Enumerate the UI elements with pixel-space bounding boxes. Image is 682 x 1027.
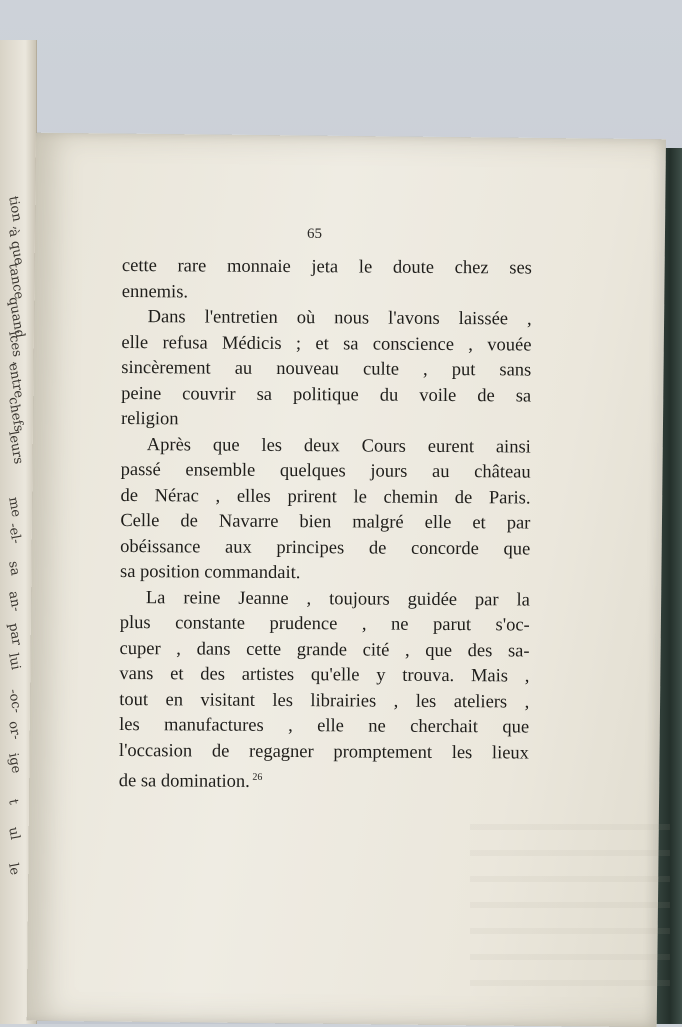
text-line: elle refusa Médicis ; et sa conscience , vouée xyxy=(121,332,532,356)
left-page-fragment: ul xyxy=(5,826,23,841)
left-page-fragment: par xyxy=(5,622,24,647)
text-line: Dans l'entretien où nous l'avons laissée , xyxy=(147,307,532,330)
left-page-fragment: or- xyxy=(5,720,24,741)
paragraph xyxy=(120,432,531,588)
text-line: cette rare monnaie jeta le doute chez ses xyxy=(121,255,532,279)
page-body-text xyxy=(119,254,532,797)
left-page-fragment: t xyxy=(5,798,21,806)
text-line: ennemis. xyxy=(121,281,189,302)
text-line: cuper , dans cette grande cité , que des sa- xyxy=(119,638,530,661)
page-number: 65 xyxy=(307,226,322,242)
text-line: les manufactures , elle ne cherchait que xyxy=(119,714,530,738)
left-page-fragment: ices , xyxy=(5,330,26,367)
left-page-fragment: entre xyxy=(5,362,27,400)
text-line: obéissance aux principes de concorde que xyxy=(120,536,531,559)
text-line: sincèrement au nouveau culte , put sans xyxy=(121,357,532,381)
left-page-fragment: quand xyxy=(5,296,28,340)
left-page-fragment: sa xyxy=(5,560,23,577)
left-page-fragment: tance xyxy=(5,262,27,301)
text-line: passé ensemble quelques jours au château xyxy=(120,459,531,483)
text-line: l'occasion de regagner promptement les lieux xyxy=(118,740,530,763)
left-page-fragment: an- xyxy=(5,590,24,613)
left-page-fragment: -el- xyxy=(5,522,24,545)
left-page-fragment: chefs xyxy=(5,396,27,433)
left-page-fragment: lui xyxy=(5,652,23,672)
text-line: vans et des artistes qu'elle y trouva. Mais , xyxy=(119,663,530,687)
left-page-fragment: me xyxy=(5,496,24,519)
left-page-fragment: leurs xyxy=(5,430,26,466)
text-line: religion xyxy=(120,408,179,430)
paragraph xyxy=(122,254,532,308)
left-page-fragment: -oc- xyxy=(5,688,25,715)
left-page-fragment: le xyxy=(5,862,23,877)
left-page-fragment: ige xyxy=(5,752,24,775)
left-page-fragment: à que xyxy=(5,228,27,267)
text-line: tout en visitant les librairies , les ateliers , xyxy=(119,689,530,712)
paragraph xyxy=(119,585,530,797)
text-line: Après que les deux Cours eurent ainsi xyxy=(146,434,531,458)
text-line: La reine Jeanne , toujours guidée par la xyxy=(145,587,530,610)
text-line: de Nérac , elles prirent le chemin de Paris. xyxy=(120,485,531,508)
text-line: sa position commandait. xyxy=(119,561,301,584)
signature-mark: 26 xyxy=(249,771,263,783)
left-page-fragment: tion , xyxy=(5,195,26,231)
bleed-through-shadow xyxy=(470,816,670,986)
text-line: Celle de Navarre bien malgré elle et par xyxy=(120,510,531,534)
text-line: de sa domination. $^{26}$ xyxy=(118,771,263,792)
paragraph xyxy=(121,305,532,435)
text-line: plus constante prudence , ne parut s'oc- xyxy=(119,612,530,636)
text-line: peine couvrir sa politique du voile de sa xyxy=(121,383,532,407)
